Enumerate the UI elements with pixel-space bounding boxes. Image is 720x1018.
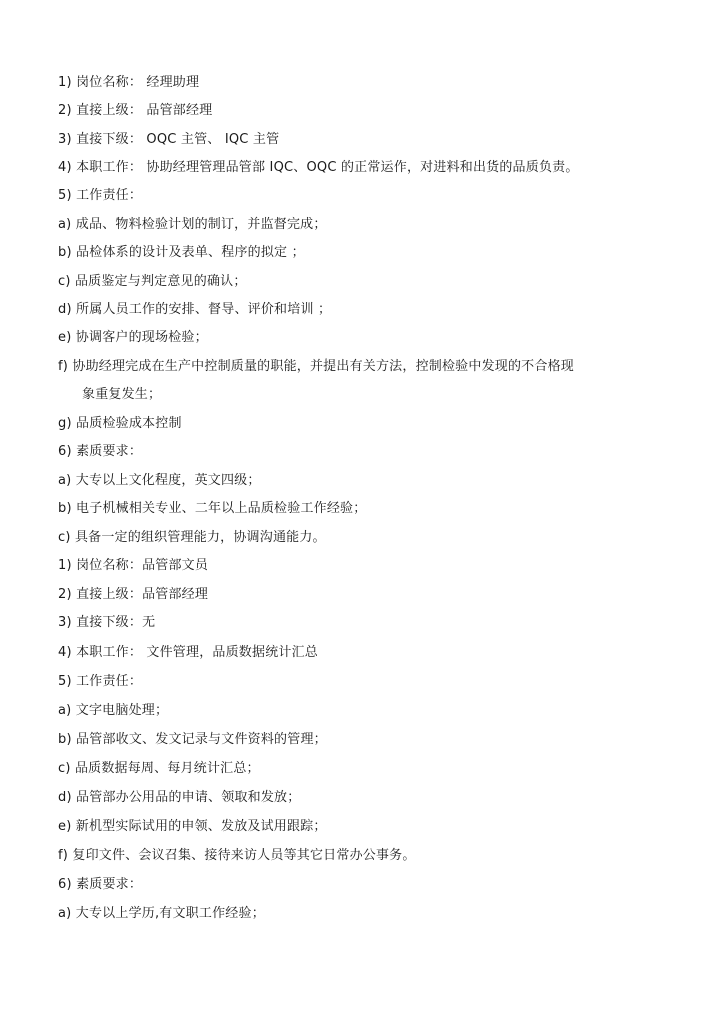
- text-line: 2) 直接上级： 品管部经理: [58, 103, 213, 118]
- text-line: e) 协调客户的现场检验；: [58, 330, 208, 345]
- text-line: 3) 直接下级： OQC 主管、 IQC 主管: [58, 132, 280, 147]
- text-line: 4) 本职工作： 文件管理，品质数据统计汇总: [58, 645, 319, 660]
- text-line: 2) 直接上级：品管部经理: [58, 587, 209, 602]
- text-line: 3) 直接下级：无: [58, 615, 156, 630]
- text-line: 5) 工作责任：: [58, 674, 143, 689]
- text-line: 6) 素质要求：: [58, 444, 143, 459]
- text-line: c) 品质数据每周、每月统计汇总；: [58, 761, 260, 776]
- text-line: 1) 岗位名称： 经理助理: [58, 75, 200, 90]
- text-line: c) 具备一定的组织管理能力，协调沟通能力。: [58, 530, 326, 545]
- text-line: 4) 本职工作： 协助经理管理品管部 IQC、OQC 的正常运作，对进料和出货的品质负责。: [58, 160, 579, 175]
- text-line: 5) 工作责任：: [58, 188, 143, 203]
- text-line: f) 协助经理完成在生产中控制质量的职能，并提出有关方法，控制检验中发现的不合格现: [58, 359, 574, 374]
- text-line: d) 所属人员工作的安排、督导、评价和培训 ；: [58, 302, 332, 317]
- text-line: b) 品检体系的设计及表单、程序的拟定 ；: [58, 245, 305, 260]
- text-line: d) 品管部办公用品的申请、领取和发放；: [58, 790, 301, 805]
- text-line: b) 品管部收文、发文记录与文件资料的管理；: [58, 732, 327, 747]
- text-line: f) 复印文件、会议召集、接待来访人员等其它日常办公事务。: [58, 848, 416, 863]
- text-line: e) 新机型实际试用的申领、发放及试用跟踪；: [58, 819, 327, 834]
- text-line: c) 品质鉴定与判定意见的确认；: [58, 274, 247, 289]
- text-line-continuation: 象重复发生；: [82, 387, 162, 402]
- text-line: 6) 素质要求：: [58, 877, 143, 892]
- text-line: a) 大专以上学历,有文职工作经验；: [58, 906, 265, 921]
- text-line: b) 电子机械相关专业、二年以上品质检验工作经验；: [58, 501, 367, 516]
- text-line: a) 文字电脑处理；: [58, 703, 169, 718]
- text-line: a) 大专以上文化程度，英文四级；: [58, 473, 261, 488]
- text-line: 1) 岗位名称：品管部文员: [58, 558, 209, 573]
- text-line: a) 成品、物料检验计划的制订，并监督完成；: [58, 217, 327, 232]
- text-line: g) 品质检验成本控制: [58, 416, 182, 431]
